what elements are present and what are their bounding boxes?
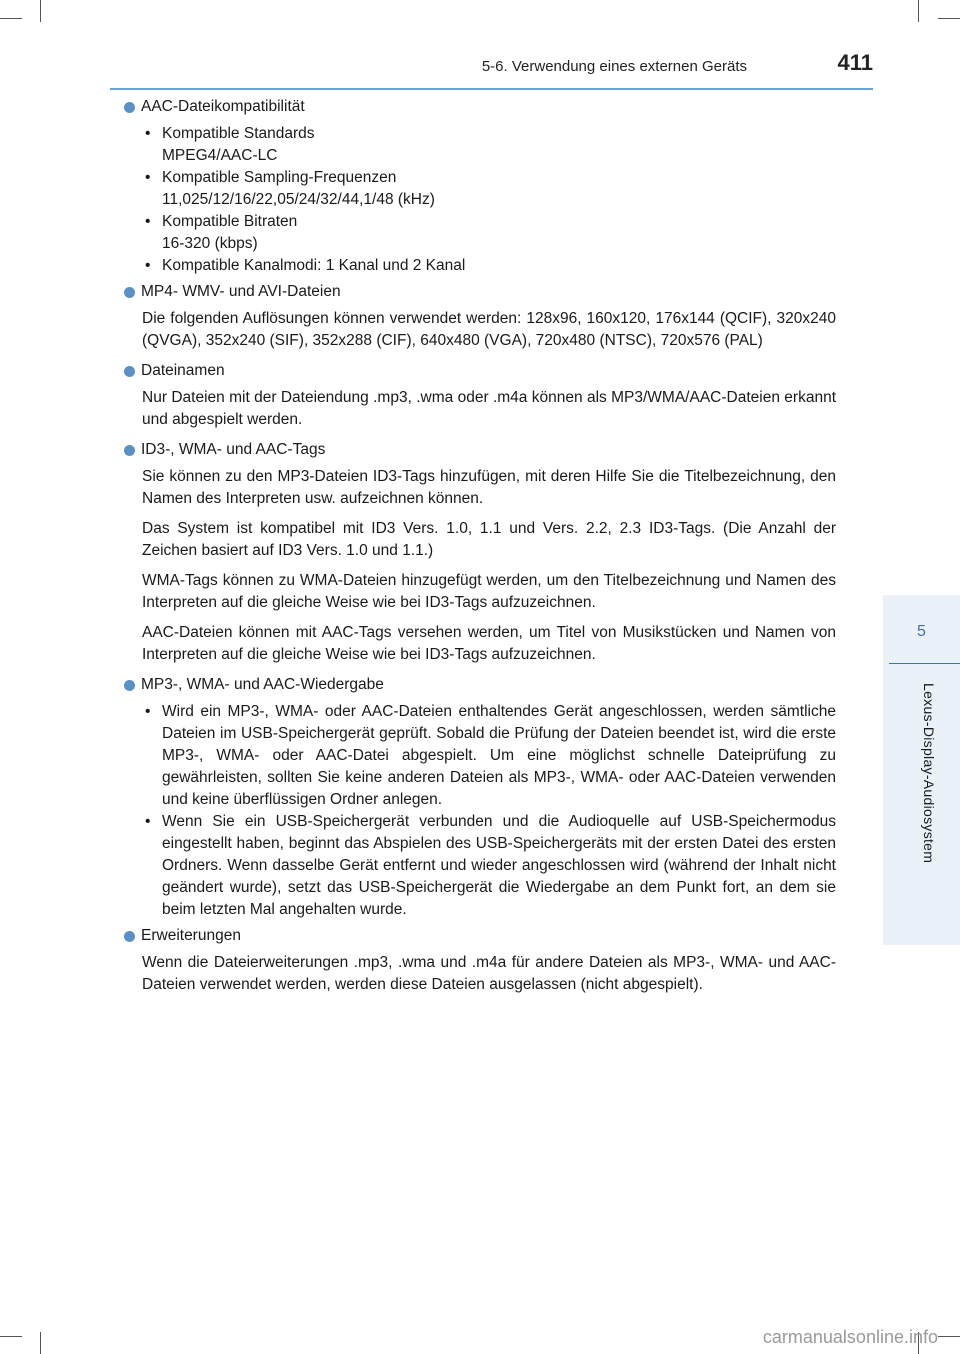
section-title <box>124 439 836 461</box>
list-item-text: Wenn Sie ein USB-Speichergerät verbunden und die Audioquelle auf USB-Speichermodus eingestellt haben, beginnt das Abspielen des USB-Speichergeräts mit der ersten Datei des ersten Ordners. Wenn dasselbe Gerät entfernt und wieder angeschlossen wird (während der Inhalt nicht geändert wurde), setzt das USB-Speichergerät die Wiedergabe an dem Punkt fort, an dem sie beim letzten Mal angehalten wurde. <box>162 813 836 918</box>
list-item-value: 16-320 (kbps) <box>162 235 258 252</box>
list-item <box>142 167 836 211</box>
chapter-divider <box>889 663 960 664</box>
paragraph: Wenn die Dateierweiterungen .mp3, .wma und .m4a für andere Dateien als MP3-, WMA- und AAC-Dateien verwendet werden, werden diese Dateien ausgelassen (nicht abgespielt). <box>142 954 836 993</box>
section-title-text: MP3-, WMA- und AAC-Wiedergabe <box>141 676 384 693</box>
bullet-dot-icon <box>124 931 135 942</box>
paragraph: Die folgenden Auflösungen können verwendet werden: 128x96, 160x120, 176x144 (QCIF), 320x240 (QVGA), 352x240 (SIF), 352x288 (CIF), 640x480 (VGA), 720x480 (NTSC), 720x576 (PAL) <box>142 310 836 349</box>
list-item-value: 11,025/12/16/22,05/24/32/44,1/48 (kHz) <box>162 191 435 208</box>
page-content <box>124 96 836 1004</box>
section-title-text: Erweiterungen <box>141 927 241 944</box>
list-item <box>142 211 836 255</box>
section-title-text: Dateinamen <box>141 362 225 379</box>
page-header <box>110 46 873 90</box>
content-section <box>124 281 836 352</box>
section-title-text: ID3-, WMA- und AAC-Tags <box>141 441 326 458</box>
section-title <box>124 281 836 303</box>
bullet-dot-icon <box>124 680 135 691</box>
paragraph: AAC-Dateien können mit AAC-Tags versehen werden, um Titel von Musikstücken und Namen von Interpreten auf die gleiche Weise wie bei ID3-Tags aufzuzeichnen. <box>142 624 836 663</box>
paragraph: WMA-Tags können zu WMA-Dateien hinzugefügt werden, um den Titelbezeichnung und Namen des Interpreten auf die gleiche Weise wie bei ID3-Tags aufzuzeichnen. <box>142 572 836 611</box>
list-item-text: Wird ein MP3-, WMA- oder AAC-Dateien enthaltendes Gerät angeschlossen, werden sämtliche Dateien im USB-Speichergerät geprüft. Sobald die Prüfung der Dateien beendet ist, wird die erste MP3-, WMA- oder AAC-Datei abgespielt. Um eine möglichst schnelle Dateiprüfung zu gewährleisten, sollten Sie keine anderen Dateien als MP3-, WMA- oder AAC-Dateien verwenden und keine überflüssigen Ordner anlegen. <box>162 703 836 808</box>
section-title-text: MP4- WMV- und AVI-Dateien <box>141 283 341 300</box>
paragraph: Das System ist kompatibel mit ID3 Vers. 1.0, 1.1 und Vers. 2.2, 2.3 ID3-Tags. (Die Anzahl der Zeichen basiert auf ID3 Vers. 1.0 und 1.1.) <box>142 520 836 559</box>
bullet-dot-icon <box>124 102 135 113</box>
watermark: carmanualsonline.info <box>762 1327 938 1347</box>
paragraph: Sie können zu den MP3-Dateien ID3-Tags hinzufügen, mit deren Hilfe Sie die Titelbezeichnung, den Namen des Interpreten usw. aufzeichnen können. <box>142 468 836 507</box>
bullet-dot-icon <box>124 445 135 456</box>
section-title-text: AAC-Dateikompatibilität <box>141 98 305 115</box>
list-item-value: MPEG4/AAC-LC <box>162 147 278 164</box>
section-title <box>124 96 836 118</box>
page-number: 411 <box>837 50 873 75</box>
list-item <box>142 701 836 811</box>
list-item-text: Kompatible Bitraten <box>162 213 298 230</box>
section-title <box>124 674 836 696</box>
bullet-dot-icon <box>124 366 135 377</box>
content-section <box>124 360 836 431</box>
list-item <box>142 255 836 277</box>
list-item-text: Kompatible Kanalmodi: 1 Kanal und 2 Kanal <box>162 257 466 274</box>
section-title <box>124 925 836 947</box>
list-item <box>142 123 836 167</box>
chapter-side-tab <box>883 595 960 945</box>
content-section <box>124 925 836 996</box>
list-item <box>142 811 836 921</box>
section-title <box>124 360 836 382</box>
bullet-dot-icon <box>124 287 135 298</box>
bullet-list <box>142 701 836 921</box>
content-section <box>124 96 836 277</box>
list-item-text: Kompatible Sampling-Frequenzen <box>162 169 397 186</box>
content-section <box>124 674 836 921</box>
list-item-text: Kompatible Standards <box>162 125 315 142</box>
paragraph: Nur Dateien mit der Dateiendung .mp3, .wma oder .m4a können als MP3/WMA/AAC-Dateien erkannt und abgespielt werden. <box>142 389 836 428</box>
bullet-list <box>142 123 836 277</box>
content-section <box>124 439 836 666</box>
chapter-title: Lexus-Display-Audiosystem <box>921 683 937 864</box>
chapter-number: 5 <box>917 623 926 640</box>
section-heading: 5-6. Verwendung eines externen Geräts <box>481 58 747 75</box>
